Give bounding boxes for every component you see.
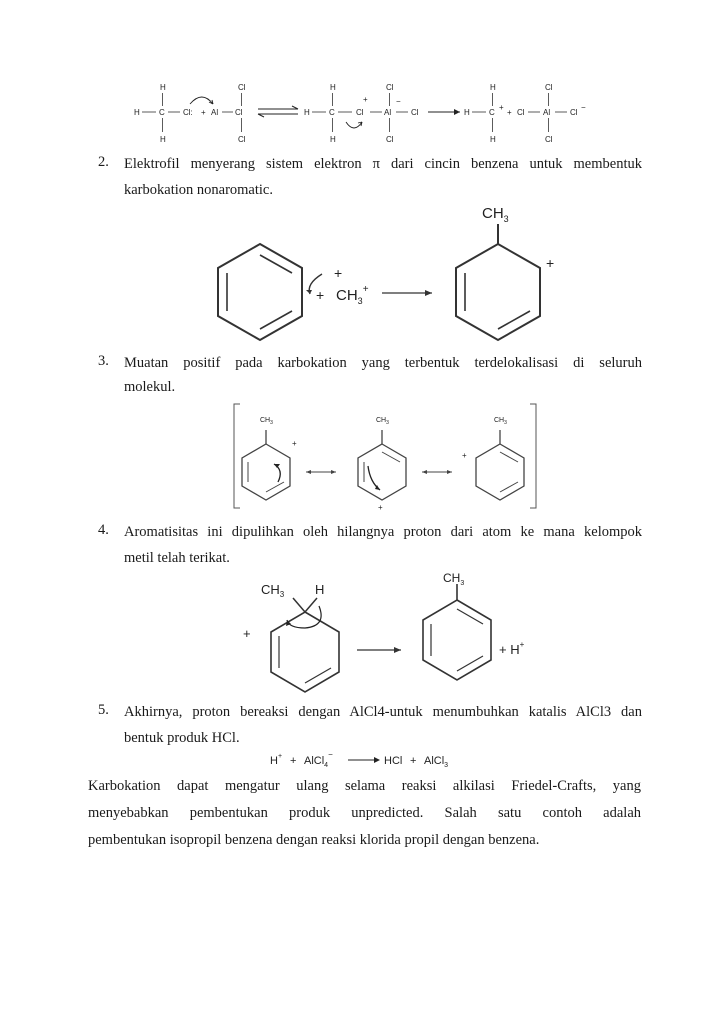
r1m-al: Al (384, 108, 392, 117)
r1m-plus: + (363, 95, 368, 104)
fig2-ch3-sup: + (362, 284, 369, 295)
r1-cl-dots: Cl: (183, 108, 193, 117)
svg-text:CH3 (443, 571, 464, 587)
r1-h-bottom: H (160, 135, 166, 144)
svg-text:CH3 (260, 417, 273, 426)
r1-h-left: H (134, 108, 140, 117)
fig5-alcl3-sub: 3 (444, 762, 449, 769)
r1r-h-top: H (490, 83, 496, 92)
fig2-plus-bottom: + (316, 287, 325, 303)
figure-5-equation (268, 748, 478, 770)
svg-text:+ H+ (499, 640, 525, 657)
step-3-number: 3. (98, 353, 109, 369)
r1m-cl-bottom: Cl (386, 135, 394, 144)
r1m-minus: − (396, 97, 401, 106)
r1-cl-top: Cl (238, 83, 246, 92)
fig2-product-sub: 3 (503, 214, 509, 224)
step-4-number: 4. (98, 522, 109, 538)
fig5-alcl-sub: 4 (324, 762, 329, 769)
step-5-line-1: Akhirnya, proton bereaksi dengan AlCl4-untuk menumbuhkan katalis AlCl3 dan (124, 704, 642, 720)
step-2-line-2: karbokation nonaromatic. (124, 182, 273, 198)
r1r-cl-right: Cl (570, 108, 578, 117)
fig5-plus-1: + (290, 755, 297, 767)
fig3-plus-b: + (378, 503, 383, 512)
fig4-plus-left: + (243, 626, 251, 641)
step-2-line-1: Elektrofil menyerang sistem elektron π dari cincin benzena untuk membentuk (124, 156, 642, 172)
r1-cl-bottom: Cl (238, 135, 246, 144)
r1r-cl-top: Cl (545, 83, 553, 92)
reaction-1-figure (120, 82, 600, 150)
r1m-h-left: H (304, 108, 310, 117)
fig2-plus-top: + (334, 265, 343, 281)
step-2-number: 2. (98, 154, 109, 170)
svg-text:CH3 (376, 417, 389, 426)
r1r-plus-c: + (499, 103, 504, 112)
svg-text:AlCl4− (304, 750, 333, 769)
svg-text:CH3+ (336, 284, 369, 306)
step-3-line-1: Muatan positif pada karbokation yang terbentuk terdelokalisasi di seluruh (124, 355, 642, 371)
fig4-h-plus-sup: + (519, 640, 525, 649)
svg-text:CH3 (494, 417, 507, 426)
fig2-product-ch3: CH (482, 205, 504, 222)
figure-2-benzene-attack (210, 200, 570, 350)
r1r-minus: − (581, 103, 586, 112)
fig3-sub-c: 3 (504, 420, 507, 426)
fig3-ch3-c: CH (494, 417, 505, 424)
fig4-ch3: CH (261, 582, 280, 597)
fig4-product-sub: 3 (460, 580, 465, 587)
step-4-line-1: Aromatisitas ini dipulihkan oleh hilangnya proton dari atom ke mana kelompok (124, 524, 642, 540)
r1r-cl-left: Cl (517, 108, 525, 117)
r1m-cl-top: Cl (386, 83, 394, 92)
fig3-ch3-b: CH (376, 417, 387, 424)
r1-al: Al (211, 108, 219, 117)
fig3-plus-a: + (292, 439, 297, 448)
r1m-h-bottom: H (330, 135, 336, 144)
fig3-plus-c: + (462, 451, 467, 460)
fig3-sub-b: 3 (386, 420, 389, 426)
r1r-cl-bottom: Cl (545, 135, 553, 144)
step-5-number: 5. (98, 702, 109, 718)
fig2-ch3: CH (336, 287, 358, 304)
svg-text:H+ (270, 753, 282, 767)
fig4-sub: 3 (279, 590, 285, 599)
svg-text:CH3 (482, 205, 509, 224)
r1-h-top: H (160, 83, 166, 92)
fig4-h-plus: + H (499, 642, 520, 657)
svg-text:AlCl3 (424, 755, 448, 769)
r1-cl-right: Cl (235, 108, 243, 117)
r1m-c: C (329, 108, 335, 117)
r1r-al: Al (543, 108, 551, 117)
fig3-ch3-a: CH (260, 417, 271, 424)
fig5-h: H (270, 755, 278, 767)
r1m-cl-right: Cl (411, 108, 419, 117)
step-4-line-2: metil telah terikat. (124, 550, 230, 566)
r1r-h-bottom: H (490, 135, 496, 144)
r1m-h-top: H (330, 83, 336, 92)
r1-c: C (159, 108, 165, 117)
figure-4-deprotonation (235, 570, 545, 700)
fig3-sub-a: 3 (270, 420, 273, 426)
r1r-c: C (489, 108, 495, 117)
fig4-h: H (315, 582, 325, 597)
fig5-alcl3: AlCl (424, 755, 445, 767)
fig4-product-ch3: CH (443, 571, 461, 585)
fig5-h-sup: + (277, 753, 283, 760)
fig5-alcl-sup: − (328, 750, 333, 759)
svg-text:CH3 (261, 582, 285, 599)
fig5-alcl: AlCl (304, 755, 325, 767)
paragraph-line-3: pembentukan isopropil benzena dengan reaksi klorida propil dengan benzena. (88, 832, 540, 848)
figure-3-resonance (230, 400, 540, 512)
r1-plus: + (201, 108, 206, 117)
r1r-plus-sep: + (507, 108, 512, 117)
fig2-ch3-sub: 3 (357, 296, 363, 306)
fig5-hcl: HCl (384, 755, 403, 767)
fig5-plus-2: + (410, 755, 417, 767)
r1m-cl: Cl (356, 108, 364, 117)
step-3-line-2: molekul. (124, 379, 176, 395)
fig2-product-plus: + (546, 255, 555, 271)
step-5-line-2: bentuk produk HCl. (124, 730, 240, 746)
r1r-h-left: H (464, 108, 470, 117)
paragraph-line-1: Karbokation dapat mengatur ulang selama reaksi alkilasi Friedel-Crafts, yang (88, 778, 641, 794)
paragraph-line-2: menyebabkan pembentukan produk unpredicted. Salah satu contoh adalah (88, 805, 641, 821)
